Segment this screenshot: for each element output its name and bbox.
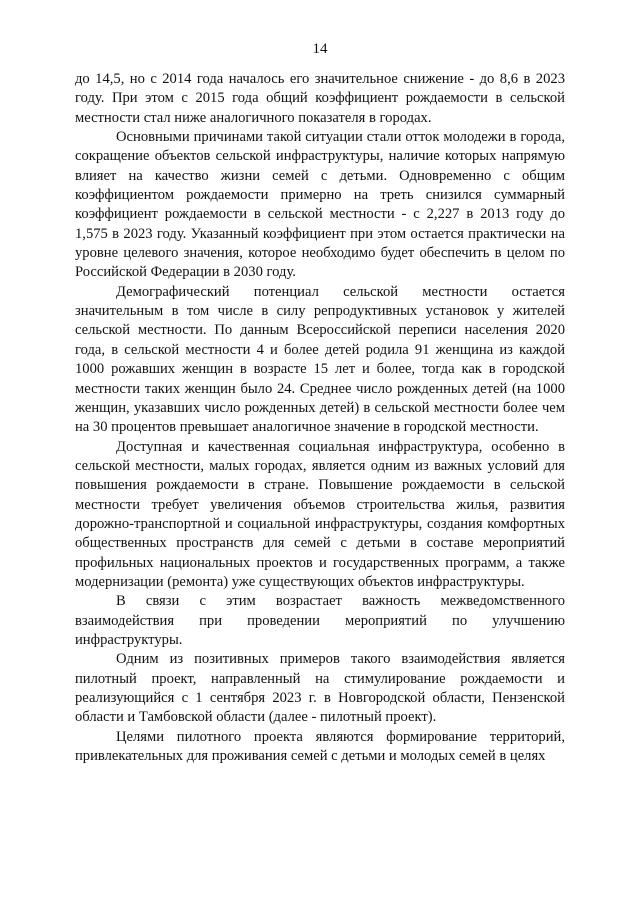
page-number: 14 (312, 41, 328, 57)
paragraph-continuation: до 14,5, но с 2014 года началось его значительное снижение - до 8,6 в 2023 году. При этом с 2015 года общий коэффициент рождаемости в сельской местности стал ниже аналогичного показателя в городах. (75, 71, 565, 126)
paragraph-pilot-goals: Целями пилотного проекта являются формирование территорий, привлекательных для проживания семей с детьми и молодых семей в целях (75, 728, 565, 765)
paragraph-pilot-project: Одним из позитивных примеров такого взаимодействия является пилотный проект, направленный на стимулирование рождаемости и реализующийся с 1 сентября 2023 г. в Новгородской области, Пензенской области и Тамбовской области (далее - пилотный проект). (75, 651, 565, 726)
paragraph-causes: Основными причинами такой ситуации стали отток молодежи в города, сокращение объектов сельской инфраструктуры, наличие которых напрямую влияет на качество жизни семей с детьми. Одновременно с общим коэффициентом рождаемости примерно на треть снизился суммарный коэффициент рождаемости в сельской местности - с 2,227 в 2013 году до 1,575 в 2023 году. Указанный коэффициент при этом остается практически на уровне целевого значения, которое необходимо будет обеспечить в целом по Российской Федерации в 2030 году. (75, 129, 565, 281)
document-body (75, 70, 565, 766)
paragraph-social-infrastructure: Доступная и качественная социальная инфраструктура, особенно в сельской местности, малых городах, является одним из важных условий для повышения рождаемости в стране. Повышение рождаемости в сельской местности требует увеличения объемов строительства жилья, развития дорожно-транспортной и социальной инфраструктуры, создания комфортных общественных пространств для семей с детьми в составе мероприятий профильных национальных проектов и государственных программ, а также модернизации (ремонта) уже существующих объектов инфраструктуры. (75, 438, 565, 590)
paragraph-interagency: В связи с этим возрастает важность межведомственного взаимодействия при проведении мероприятий по улучшению инфраструктуры. (75, 593, 565, 648)
paragraph-demographic-potential: Демографический потенциал сельской местности остается значительным в том числе в силу репродуктивных установок у жителей сельской местности. По данным Всероссийской переписи населения 2020 года, в сельской местности 4 и более детей родила 91 женщина из каждой 1000 рожавших женщин в возрасте 15 лет и более, тогда как в городской местности таких женщин было 24. Среднее число рожденных детей (на 1000 женщин, указавших число рожденных детей) в сельской местности более чем на 30 процентов превышает аналогичное значение в городской местности. (75, 283, 565, 436)
